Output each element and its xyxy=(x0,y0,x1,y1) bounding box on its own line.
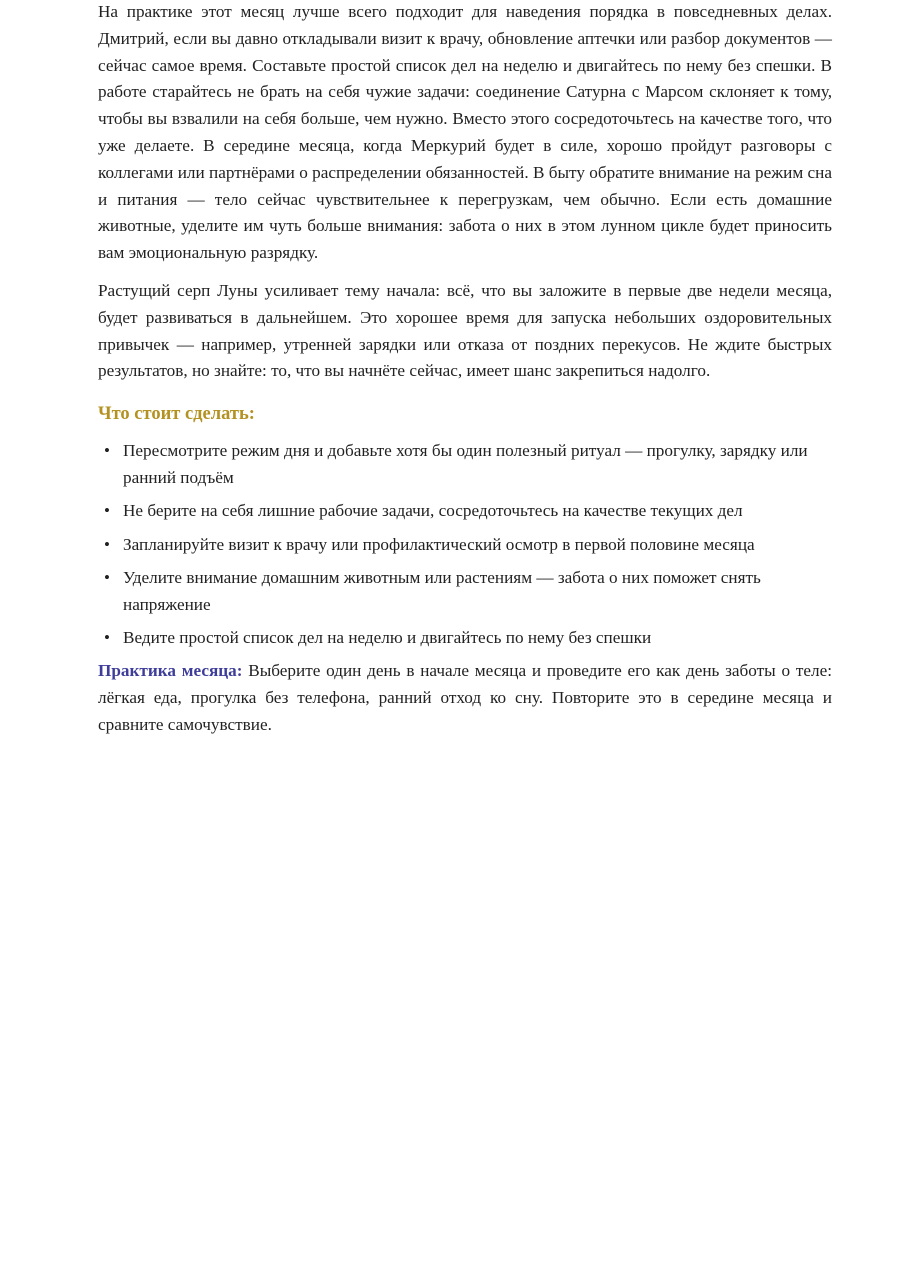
section-heading: Что стоит сделать: xyxy=(98,404,255,425)
list-item xyxy=(98,532,832,559)
list-item xyxy=(98,438,832,492)
bullet-icon: • xyxy=(104,567,110,587)
intro-paragraph: На практике этот месяц лучше всего подходит для наведения порядка в повседневных делах. Дмитрий, если вы давно откладывали визит к врачу, обновление аптечки или разбор документов — сейчас самое время. Составьте простой список дел на неделю и двигайтесь по нему без спешки. В работе старайтесь не брать на себя чужие задачи: соединение Сатурна с Марсом склоняет к тому, чтобы вы взвалили на себя больше, чем нужно. Вместо этого сосредоточьтесь на качестве того, что уже делаете. В середине месяца, когда Меркурий будет в силе, хорошо пройдут разговоры с коллегами или партнёрами о распределении обязанностей. В быту обратите внимание на режим сна и питания — тело сейчас чувствительнее к перегрузкам, чем обычно. Если есть домашние животные, уделите им чуть больше внимания: забота о них в этом лунном цикле будет приносить вам эмоциональную разрядку. xyxy=(98,2,832,263)
bullet-icon: • xyxy=(104,501,110,521)
tips-list xyxy=(98,438,832,652)
bullet-icon: • xyxy=(104,534,110,554)
moon-paragraph: Растущий серп Луны усиливает тему начала: всё, что вы заложите в первые две недели месяца, будет развиваться в дальнейшем. Это хорошее время для запуска небольших оздоровительных привычек — например, утренней зарядки или отказа от поздних перекусов. Не ждите быстрых результатов, но знайте: то, что вы начнёте сейчас, имеет шанс закрепиться надолго. xyxy=(98,280,832,381)
bullet-icon: • xyxy=(104,627,110,647)
practice-label: Практика месяца: xyxy=(98,661,243,681)
bullet-icon: • xyxy=(104,441,110,461)
list-item-text: Не берите на себя лишние рабочие задачи, сосредоточьтесь на качестве текущих дел xyxy=(123,501,743,521)
list-item-text: Ведите простой список дел на неделю и двигайтесь по нему без спешки xyxy=(123,627,652,647)
list-item xyxy=(98,625,832,652)
list-item-text: Пересмотрите режим дня и добавьте хотя бы один полезный ритуал — прогулку, зарядку или ранний подъём xyxy=(123,441,808,487)
list-item xyxy=(98,565,832,619)
practice-paragraph xyxy=(98,658,832,738)
list-item xyxy=(98,498,832,525)
document-page xyxy=(98,0,832,739)
practice-text: Выберите один день в начале месяца и проведите его как день заботы о теле: лёгкая еда, прогулка без телефона, ранний отход ко сну. Повторите это в середине месяца и сравните самочувствие. xyxy=(98,661,833,734)
list-item-text: Запланируйте визит к врачу или профилактический осмотр в первой половине месяца xyxy=(123,534,755,554)
list-item-text: Уделите внимание домашним животным или растениям — забота о них поможет снять напряжение xyxy=(123,567,761,614)
